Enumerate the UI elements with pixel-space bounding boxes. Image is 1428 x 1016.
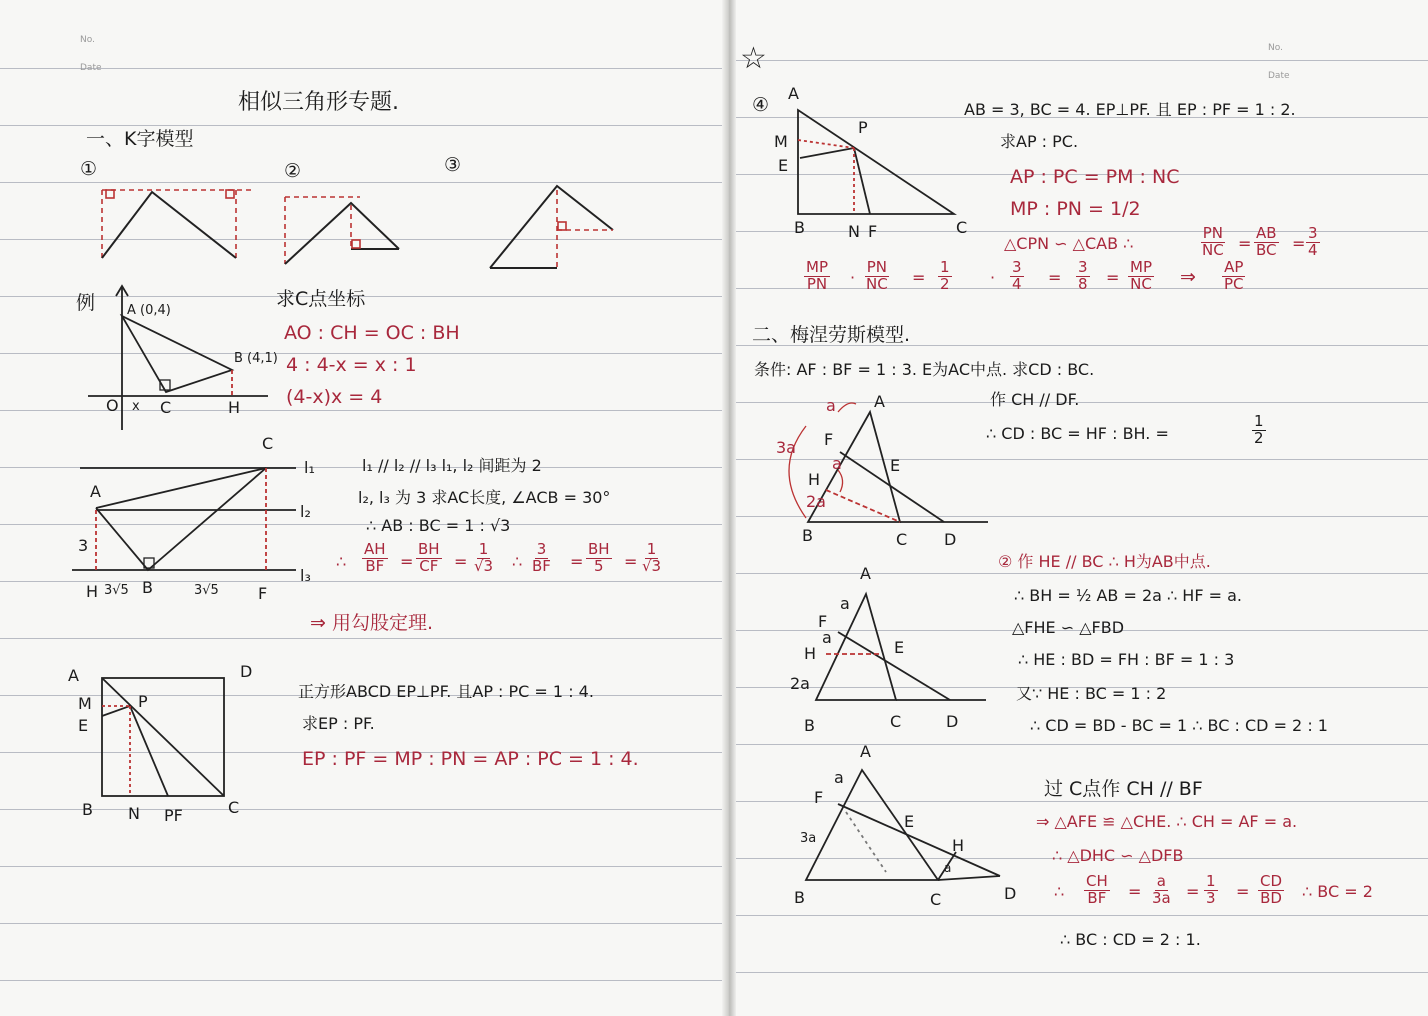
ex6-point-b-label: B <box>804 716 815 735</box>
ex4-chain-3-num: 3 <box>1012 258 1022 276</box>
ex7-point-e-label: E <box>904 812 915 831</box>
ex5-seg-2a-label: 2a <box>806 492 826 511</box>
ex4-chain-op: · <box>850 268 856 287</box>
ex1-origin-label: O <box>106 396 119 415</box>
ex5-point-e-label: E <box>890 456 901 475</box>
ex6-point-c-label: C <box>890 712 902 731</box>
ex4-chain-op: = <box>1048 268 1062 287</box>
ex4-eq-b: = <box>1292 234 1306 253</box>
ex4-chain-5-num: MP <box>1130 258 1152 276</box>
section-menelaus-heading: 二、梅涅劳斯模型. <box>752 324 911 346</box>
ex4-line-2: MP : PN = 1/2 <box>1010 198 1141 220</box>
ex2-point-a-label: A <box>90 482 101 501</box>
ex2-line-3: ∴ AB : BC = 1 : √3 <box>366 516 511 535</box>
ex4-line-1: AP : PC = PM : NC <box>1010 166 1180 188</box>
ex6-line-5: 又∵ HE : BC = 1 : 2 <box>1016 684 1167 703</box>
ex1-point-c-label: C <box>160 398 172 417</box>
ex2-bf-length-label: 3√5 <box>194 583 219 598</box>
ex1-x-label: x <box>132 399 140 414</box>
page-title: 相似三角形专题. <box>238 90 399 115</box>
ex2-eq-1: = <box>400 552 414 571</box>
ex2-frac-1-root3-den: √3 <box>474 556 494 575</box>
ex2-frac-3-bf-num: 3 <box>536 540 547 558</box>
ex7-frac-cd-bd-num: CD <box>1260 872 1283 890</box>
ex2-frac-1-root3-num: 1 <box>478 540 489 558</box>
ex1-point-h-label: H <box>228 398 241 417</box>
ex4-ask: 求AP : PC. <box>1000 132 1079 151</box>
ex3-point-d-label: D <box>240 662 253 681</box>
ex2-point-h-label: H <box>86 582 99 601</box>
ex7-point-c-label: C <box>930 890 942 909</box>
left-date-label: Date <box>80 63 102 73</box>
ex2-eq-3: = <box>570 552 584 571</box>
ex4-chain-4-num: 3 <box>1078 258 1088 276</box>
ex1-line-4: (4-x)x = 4 <box>286 386 383 408</box>
ex3-point-n-label: N <box>128 804 140 823</box>
k-label-3: ③ <box>444 154 462 176</box>
ex5-seg-a-label: a <box>826 396 836 415</box>
right-no-label: No. <box>1268 43 1283 53</box>
ex2-frac-bh-5-den: 5 <box>594 556 604 575</box>
ex7-point-d-label: D <box>1004 884 1017 903</box>
ex4-chain-2-den: 2 <box>940 274 950 293</box>
ex4-chain-1-den: NC <box>866 274 888 293</box>
menelaus-condition: 条件: AF : BF = 1 : 3. E为AC中点. 求CD : BC. <box>754 360 1095 379</box>
ex7-post: ∴ BC = 2 <box>1302 882 1373 901</box>
right-date-label: Date <box>1268 71 1290 81</box>
ex4-line-3: △CPN ∽ △CAB ∴ <box>1004 234 1134 253</box>
ex4-frac-3-4-den: 4 <box>1308 240 1318 259</box>
ex2-line-l1-label: l₁ <box>304 458 315 477</box>
ex7-frac-a-3a-num: a <box>1156 872 1166 890</box>
star-mark: ☆ <box>740 41 767 76</box>
ex7-frac-a-3a <box>1150 874 1173 907</box>
ex2-line-l2-label: l₂ <box>300 502 311 521</box>
k-label-2: ② <box>284 160 302 182</box>
ex2-frac-ah-bf-num: AH <box>364 540 386 558</box>
ex5-point-d-label: D <box>944 530 957 549</box>
ex7-point-h-label: H <box>952 836 965 855</box>
ex1-line-2: AO : CH = OC : BH <box>284 322 460 344</box>
ex4-given: AB = 3, BC = 4. EP⊥PF. 且 EP : PF = 1 : 2. <box>964 100 1296 119</box>
ex4-chain-op: · <box>990 268 996 287</box>
ex7-point-b-label: B <box>794 888 805 907</box>
ex2-frac-bh-cf-num: BH <box>418 540 440 558</box>
ex4-point-e-label: E <box>778 156 789 175</box>
ex7-frac-ch-bf-den: BF <box>1087 888 1107 907</box>
ex7-eq-3: = <box>1236 882 1250 901</box>
ex2-conclusion: ⇒ 用勾股定理. <box>310 612 433 634</box>
ex2-point-c-label: C <box>262 434 274 453</box>
ex4-marker: ④ <box>752 94 770 116</box>
ex5-line-2: ∴ CD : BC = HF : BH. = <box>986 424 1169 443</box>
ex5-point-b-label: B <box>802 526 813 545</box>
ex7-frac-ch-bf-num: CH <box>1086 872 1108 890</box>
ex4-frac-ab-bc-num: AB <box>1256 224 1277 242</box>
ex4-chain-2-num: 1 <box>940 258 950 276</box>
k-label-1: ① <box>80 158 98 180</box>
ex7-frac-1-3-num: 1 <box>1206 872 1216 890</box>
ex5-frac-den: 2 <box>1254 428 1264 447</box>
ex4-point-b-label: B <box>794 218 805 237</box>
ex2-hb-length-label: 3√5 <box>104 583 129 598</box>
ex3-line-2: 求EP : PF. <box>302 714 375 733</box>
ex6-seg-a-label: a <box>840 594 850 613</box>
ex7-final: ∴ BC : CD = 2 : 1. <box>1060 930 1201 949</box>
ex3-point-c-label: C <box>228 798 240 817</box>
ex6-seg-2a-label: 2a <box>790 674 810 693</box>
ex4-point-n-label: N <box>848 222 860 241</box>
ex4-frac-ab-bc-den: BC <box>1256 240 1277 259</box>
ex4-chain-6-den: PC <box>1224 274 1244 293</box>
ex7-point-f-label: F <box>814 788 824 807</box>
ex5-point-a-label: A <box>874 392 885 411</box>
ex6-seg-a2-label: a <box>822 628 832 647</box>
ex7-frac-1-3-den: 3 <box>1206 888 1216 907</box>
ex2-frac-1-root3-b-num: 1 <box>646 540 657 558</box>
ex7-line-1: 过 C点作 CH // BF <box>1044 778 1203 800</box>
ex6-line-6: ∴ CD = BD - BC = 1 ∴ BC : CD = 2 : 1 <box>1030 716 1328 735</box>
ex2-frac-3-bf-den: BF <box>532 556 551 575</box>
ex4-eq-a: = <box>1238 234 1252 253</box>
ex6-point-h-label: H <box>804 644 817 663</box>
ex7-line-3: ∴ △DHC ∽ △DFB <box>1052 846 1184 865</box>
ex6-point-f-label: F <box>818 612 828 631</box>
ex3-point-pf-label: PF <box>164 806 183 825</box>
ex4-chain-3-den: 4 <box>1012 274 1022 293</box>
ex6-line-4: ∴ HE : BD = FH : BF = 1 : 3 <box>1018 650 1235 669</box>
section-k-model-heading: 一、K字模型 <box>86 128 194 150</box>
ex2-therefore: ∴ <box>512 552 523 571</box>
ex3-point-b-label: B <box>82 800 93 819</box>
example-1-marker: 例 <box>76 292 96 314</box>
ex7-frac-cd-bd-den: BD <box>1260 888 1282 907</box>
ex5-line-1: 作 CH // DF. <box>990 390 1080 409</box>
ex2-point-f-label: F <box>258 584 268 603</box>
ex6-point-d-label: D <box>946 712 959 731</box>
ex5-seg-a2-label: a <box>832 454 842 473</box>
ex7-seg-a2-label: a <box>944 861 952 875</box>
ex4-point-c-label: C <box>956 218 968 237</box>
ex2-line-l3-label: l₃ <box>300 566 311 585</box>
ex4-chain-op: = <box>912 268 926 287</box>
ex4-point-a-label: A <box>788 84 799 103</box>
ex5-frac-num: 1 <box>1254 412 1264 430</box>
ex4-chain-op: ⇒ <box>1180 266 1196 288</box>
ex5-seg-3a-label: 3a <box>776 438 796 457</box>
ex4-point-m-label: M <box>774 132 788 151</box>
ex3-answer: EP : PF = MP : PN = AP : PC = 1 : 4. <box>302 748 639 770</box>
ex2-point-b-label: B <box>142 578 153 597</box>
ex2-line-1: l₁ // l₂ // l₃ l₁, l₂ 间距为 2 <box>362 456 542 475</box>
ex1-line-3: 4 : 4-x = x : 1 <box>286 354 417 376</box>
ex7-seg-a-label: a <box>834 768 844 787</box>
ex7-frac-ch-bf <box>1084 874 1110 907</box>
ex4-frac-pn-nc-den: NC <box>1202 240 1224 259</box>
ex7-eq-1: = <box>1128 882 1142 901</box>
ex7-eq-2: = <box>1186 882 1200 901</box>
ex7-point-a-label: A <box>860 742 871 761</box>
ex4-frac-pn-nc-num: PN <box>1202 224 1223 242</box>
ex2-frac-bh-5-num: BH <box>588 540 610 558</box>
ex1-point-a-label: A (0,4) <box>127 303 171 318</box>
ex3-line-1: 正方形ABCD EP⊥PF. 且AP : PC = 1 : 4. <box>298 682 594 701</box>
ex2-eq-2: = <box>454 552 468 571</box>
ex3-point-p-label: P <box>138 692 148 711</box>
ex3-point-e-label: E <box>78 716 89 735</box>
ex4-chain-5-den: NC <box>1130 274 1152 293</box>
ex4-chain-4-den: 8 <box>1078 274 1088 293</box>
ex2-line-2: l₂, l₃ 为 3 求AC长度, ∠ACB = 30° <box>358 488 611 507</box>
ex5-point-h-label: H <box>808 470 821 489</box>
ex3-point-m-label: M <box>78 694 92 713</box>
ex7-frac-cd-bd <box>1258 874 1284 907</box>
ex1-line-1: 求C点坐标 <box>276 288 366 310</box>
ex7-seg-3a-label: 3a <box>800 831 817 846</box>
ex3-point-a-label: A <box>68 666 79 685</box>
ex4-chain-0-num: MP <box>806 258 828 276</box>
ex2-eq-4: = <box>624 552 638 571</box>
ex7-prefix: ∴ <box>1054 882 1065 901</box>
ex1-point-b-label: B (4,1) <box>234 351 278 366</box>
ex4-frac-3-4-num: 3 <box>1308 224 1318 242</box>
ex7-frac-a-3a-den: 3a <box>1152 888 1171 907</box>
ex2-height-label: 3 <box>78 536 89 555</box>
ex6-line-2: ∴ BH = ½ AB = 2a ∴ HF = a. <box>1014 586 1242 605</box>
ex6-line-3: △FHE ∽ △FBD <box>1012 618 1125 637</box>
ex4-point-p-label: P <box>858 118 868 137</box>
ex2-frac-bh-cf-den: CF <box>419 556 439 575</box>
ex2-proof-prefix: ∴ <box>336 552 347 571</box>
ex2-frac-ah-bf-den: BF <box>365 556 385 575</box>
ex7-frac-1-3 <box>1204 874 1218 907</box>
ex4-point-f-label: F <box>868 222 878 241</box>
ex4-chain-op: = <box>1106 268 1120 287</box>
ex5-point-c-label: C <box>896 530 908 549</box>
ex6-line-1: ② 作 HE // BC ∴ H为AB中点. <box>998 552 1211 571</box>
left-no-label: No. <box>80 35 95 45</box>
ex4-chain-6-num: AP <box>1224 258 1244 276</box>
ex5-point-f-label: F <box>824 430 834 449</box>
ex6-point-a-label: A <box>860 564 871 583</box>
ex4-chain-1-num: PN <box>866 258 887 276</box>
ex2-frac-1-root3-b-den: √3 <box>642 556 662 575</box>
ex6-point-e-label: E <box>894 638 905 657</box>
ex7-line-2: ⇒ △AFE ≌ △CHE. ∴ CH = AF = a. <box>1036 812 1298 831</box>
ex4-chain-0-den: PN <box>806 274 828 293</box>
